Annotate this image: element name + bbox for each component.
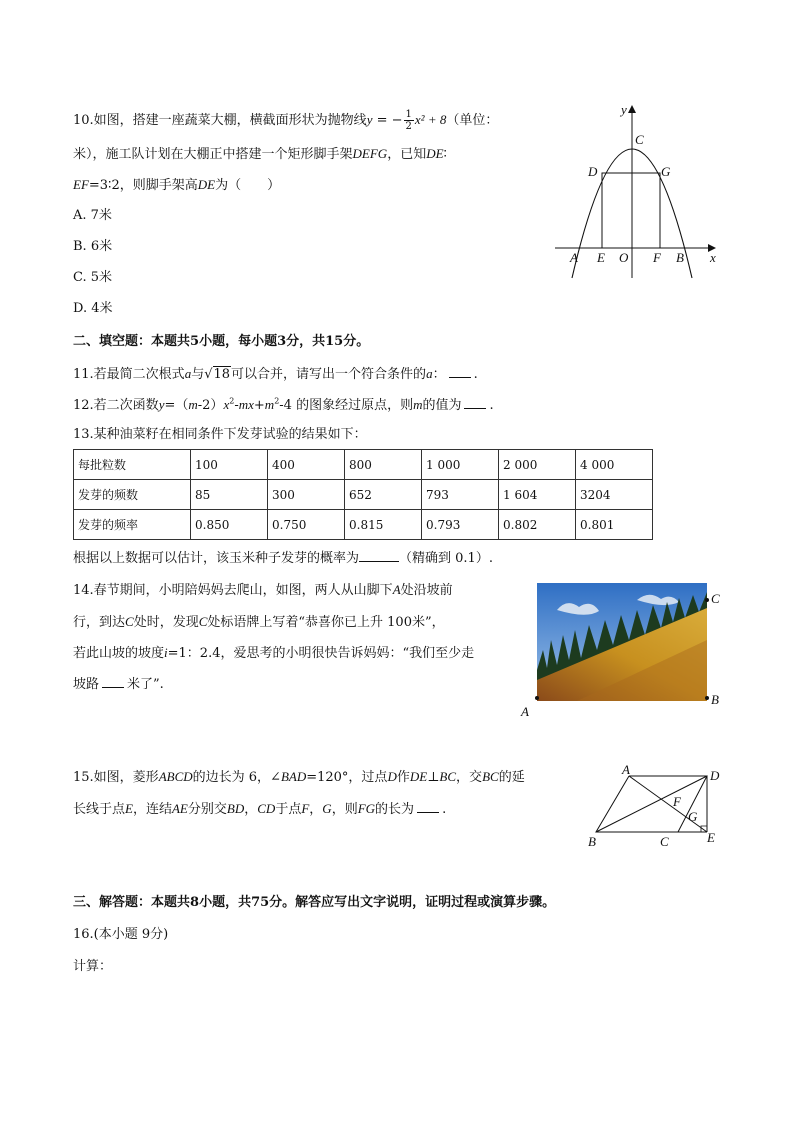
q11-text: 11.若最简二次根式 <box>73 367 185 382</box>
q10-text: ∶ <box>443 147 447 162</box>
section2-points: 3 <box>277 334 287 349</box>
q14-text: 处标语牌上写着“恭喜你已上升 100米”， <box>207 615 445 630</box>
q12-sup: 2 <box>229 396 235 406</box>
q15-var-bc: BC <box>439 769 457 784</box>
q14-line4 <box>73 674 164 694</box>
table-cell: 0.815 <box>345 510 422 540</box>
q14-answer-blank[interactable] <box>102 674 124 688</box>
q14-line1 <box>73 580 453 600</box>
q15-text: ， <box>244 802 258 817</box>
section2-text: 分，共 <box>286 334 326 349</box>
label-a: A <box>622 764 630 777</box>
q10-line3 <box>73 175 280 195</box>
q15-text: ，交 <box>456 770 483 785</box>
table-cell: 0.750 <box>268 510 345 540</box>
label-d: D <box>588 164 598 179</box>
q15-var-d: D <box>387 769 397 784</box>
label-g: G <box>688 809 698 824</box>
label-c: C <box>711 591 720 606</box>
section3-total: 75 <box>251 895 270 910</box>
q12-line <box>73 395 494 415</box>
table-cell: 652 <box>345 480 422 510</box>
q11-var-a2: a <box>426 366 433 381</box>
label-o: O <box>619 250 629 265</box>
table-cell: 0.801 <box>576 510 653 540</box>
q11-line <box>73 364 478 384</box>
q10-text: 为（ ） <box>215 178 281 193</box>
table-cell: 0.793 <box>422 510 499 540</box>
q10-option-d[interactable]: D. 4米 <box>73 301 113 316</box>
q14-text: 行，到达 <box>73 615 126 630</box>
q15-var-cd: CD <box>257 801 276 816</box>
q14-var-c: C <box>125 614 134 629</box>
table-cell: 发芽的频率 <box>74 510 191 540</box>
q11-sqrt: √18 <box>204 367 231 382</box>
q15-line2 <box>73 799 446 819</box>
q12-var-m: m <box>264 397 275 412</box>
label-c: C <box>635 132 644 147</box>
q10-frac-den: 2 <box>405 121 412 132</box>
label-f: F <box>673 794 681 809</box>
q12-text: + <box>253 398 265 413</box>
q15-text: ，则 <box>331 802 358 817</box>
q10-eq-sign: = − <box>372 113 403 128</box>
q15-var-abcd: ABCD <box>158 769 193 784</box>
label-y: y <box>621 102 627 117</box>
label-f: F <box>653 250 661 265</box>
q14-slope-photo <box>517 580 727 720</box>
q15-text: 于点 <box>275 802 302 817</box>
q15-text: =120°，过点 <box>306 770 388 785</box>
table-cell: 4 000 <box>576 450 653 480</box>
q12-text: -2） <box>197 398 224 413</box>
q11-text: 与 <box>191 367 205 382</box>
q12-var-m: m <box>188 397 198 412</box>
section2-text: 分。 <box>343 334 370 349</box>
q15-text: 的长为 <box>375 802 415 817</box>
q15-var-de: DE <box>409 769 428 784</box>
q11-radicand: 18 <box>213 367 231 382</box>
point-b <box>705 696 709 700</box>
table-row <box>74 450 653 480</box>
q15-var-fg: FG <box>357 801 376 816</box>
section3-text: 小题，共 <box>199 895 252 910</box>
q15-answer-blank[interactable] <box>417 799 439 813</box>
q13-text: 根据以上数据可以估计，该玉米种子发芽的概率为 <box>73 551 360 566</box>
q10-eq-y: y <box>366 112 373 127</box>
q10-option-a[interactable]: A. 7米 <box>73 208 112 223</box>
q15-text: ，连结 <box>132 802 172 817</box>
section2-text: 二、填空题：本题共 <box>73 334 191 349</box>
q10-fraction <box>404 109 414 132</box>
q13-intro: 13.某种油菜籽在相同条件下发芽试验的结果如下： <box>73 427 367 442</box>
q10-line2 <box>73 144 447 164</box>
q14-text: 14.春节期间，小明陪妈妈去爬山，如图，两人从山脚下 <box>73 583 393 598</box>
q11-var-a: a <box>184 366 192 381</box>
label-a: A <box>521 704 529 719</box>
q12-var-x: x <box>223 397 230 412</box>
table-cell: 85 <box>191 480 268 510</box>
q10-text: 米），施工队计划在大棚正中搭建一个矩形脚手架 <box>73 147 353 162</box>
q14-text: 若此山坡的坡度 <box>73 646 165 661</box>
q10-eq-rest: x² + 8 <box>414 112 447 127</box>
table-cell: 0.802 <box>499 510 576 540</box>
q15-text: 的延 <box>498 770 525 785</box>
q10-tail: （单位： <box>446 113 499 128</box>
section3-heading <box>73 893 555 913</box>
q14-text: 处沿坡前 <box>400 583 453 598</box>
section3-text: 三、解答题：本题共 <box>73 895 191 910</box>
table-cell: 3204 <box>576 480 653 510</box>
label-e: E <box>707 830 715 845</box>
point-a <box>535 696 539 700</box>
table-row <box>74 510 653 540</box>
q13-after <box>73 548 493 568</box>
q11-answer-blank[interactable] <box>449 364 471 378</box>
label-g: G <box>661 164 671 179</box>
q10-line1 <box>73 109 499 132</box>
table-cell: 2 000 <box>499 450 576 480</box>
label-b: B <box>588 834 596 849</box>
q16-calc-label: 计算： <box>73 959 113 974</box>
section2-total: 15 <box>325 334 344 349</box>
q10-lead: 10.如图，搭建一座蔬菜大棚，横截面形状为抛物线 <box>73 113 367 128</box>
table-cell: 发芽的频数 <box>74 480 191 510</box>
q15-var-bd: BD <box>226 801 245 816</box>
q10-var-de: DE <box>197 177 216 192</box>
q13-answer-blank[interactable] <box>359 548 399 562</box>
q12-var-m: m <box>413 397 423 412</box>
q10-var-de: DE <box>426 146 444 161</box>
q15-text: 长线于点 <box>73 802 126 817</box>
q14-text: 处时，发现 <box>133 615 199 630</box>
point-c <box>705 598 709 602</box>
q10-frac-num: 1 <box>405 109 412 120</box>
q14-text: 坡路 <box>73 677 100 692</box>
label-d: D <box>710 768 720 783</box>
q12-var-mx: mx <box>238 397 254 412</box>
q15-text: ⊥ <box>427 770 440 785</box>
q12-text: =（ <box>164 398 189 413</box>
q10-var-defg: DEFG <box>352 146 388 161</box>
q12-text: 的值为 <box>422 398 462 413</box>
q14-line2 <box>73 612 445 632</box>
q14-var-c: C <box>198 614 208 629</box>
section3-count: 8 <box>190 895 200 910</box>
q16-title: 16.(本小题 9分) <box>73 927 169 942</box>
q15-var-ae: AE <box>171 801 188 816</box>
q14-var-a: A <box>392 582 401 597</box>
q14-text: 米了”. <box>127 677 164 692</box>
section2-heading <box>73 332 369 352</box>
table-row <box>74 480 653 510</box>
q15-var-f: F <box>301 801 310 816</box>
q15-text: 分别交 <box>187 802 227 817</box>
q13-text: （精确到 0.1）. <box>399 551 493 566</box>
q15-var-e: E <box>125 801 133 816</box>
label-a: A <box>570 250 578 265</box>
q15-var-bc: BC <box>482 769 499 784</box>
q15-rhombus-figure <box>582 764 732 854</box>
scaffold-rectangle <box>602 173 660 248</box>
label-e: E <box>597 250 605 265</box>
q12-var-y: y <box>158 397 165 412</box>
label-x: x <box>710 250 716 265</box>
table-cell: 793 <box>422 480 499 510</box>
q15-text: 作 <box>396 770 410 785</box>
q11-text: . <box>473 367 478 382</box>
table-cell: 每批粒数 <box>74 450 191 480</box>
q15-text: 15.如图，菱形 <box>73 770 159 785</box>
q12-sup: 2 <box>274 396 280 406</box>
q10-text: ，已知 <box>387 147 427 162</box>
q11-text: ： <box>432 367 446 382</box>
label-b: B <box>711 692 719 707</box>
q15-text: 的边长为 6，∠ <box>192 770 281 785</box>
q12-text: -4 的图象经过原点，则 <box>279 398 414 413</box>
table-cell: 100 <box>191 450 268 480</box>
q10-option-b[interactable]: B. 6米 <box>73 239 113 254</box>
section3-text: 分。解答应写出文字说明，证明过程或演算步骤。 <box>269 895 556 910</box>
q14-text: =1：2.4，爱思考的小明很快告诉妈妈：“我们至少走 <box>167 646 475 661</box>
q15-text: . <box>442 802 447 817</box>
q12-text: - <box>234 398 239 413</box>
q14-var-i: i <box>164 645 168 660</box>
q12-text: 12.若二次函数 <box>73 398 159 413</box>
section2-count: 5 <box>190 334 200 349</box>
table-cell: 1 604 <box>499 480 576 510</box>
q13-table <box>73 449 653 540</box>
section2-text: 小题，每小题 <box>199 334 278 349</box>
q10-var-ef: EF <box>73 177 89 192</box>
q12-answer-blank[interactable] <box>464 395 486 409</box>
q15-line1 <box>73 767 525 787</box>
q12-text: . <box>489 398 494 413</box>
q15-text: ， <box>309 802 323 817</box>
q10-text: =3∶2，则脚手架高 <box>88 178 198 193</box>
q10-parabola-figure <box>550 100 730 280</box>
q15-var-bad: BAD <box>280 769 307 784</box>
q11-text: 可以合并，请写出一个符合条件的 <box>231 367 427 382</box>
q10-option-c[interactable]: C. 5米 <box>73 270 113 285</box>
table-cell: 400 <box>268 450 345 480</box>
q15-var-g: G <box>322 801 332 816</box>
q14-line3 <box>73 643 474 663</box>
label-c: C <box>660 834 669 849</box>
table-cell: 1 000 <box>422 450 499 480</box>
table-cell: 300 <box>268 480 345 510</box>
table-cell: 0.850 <box>191 510 268 540</box>
label-b: B <box>676 250 684 265</box>
table-cell: 800 <box>345 450 422 480</box>
